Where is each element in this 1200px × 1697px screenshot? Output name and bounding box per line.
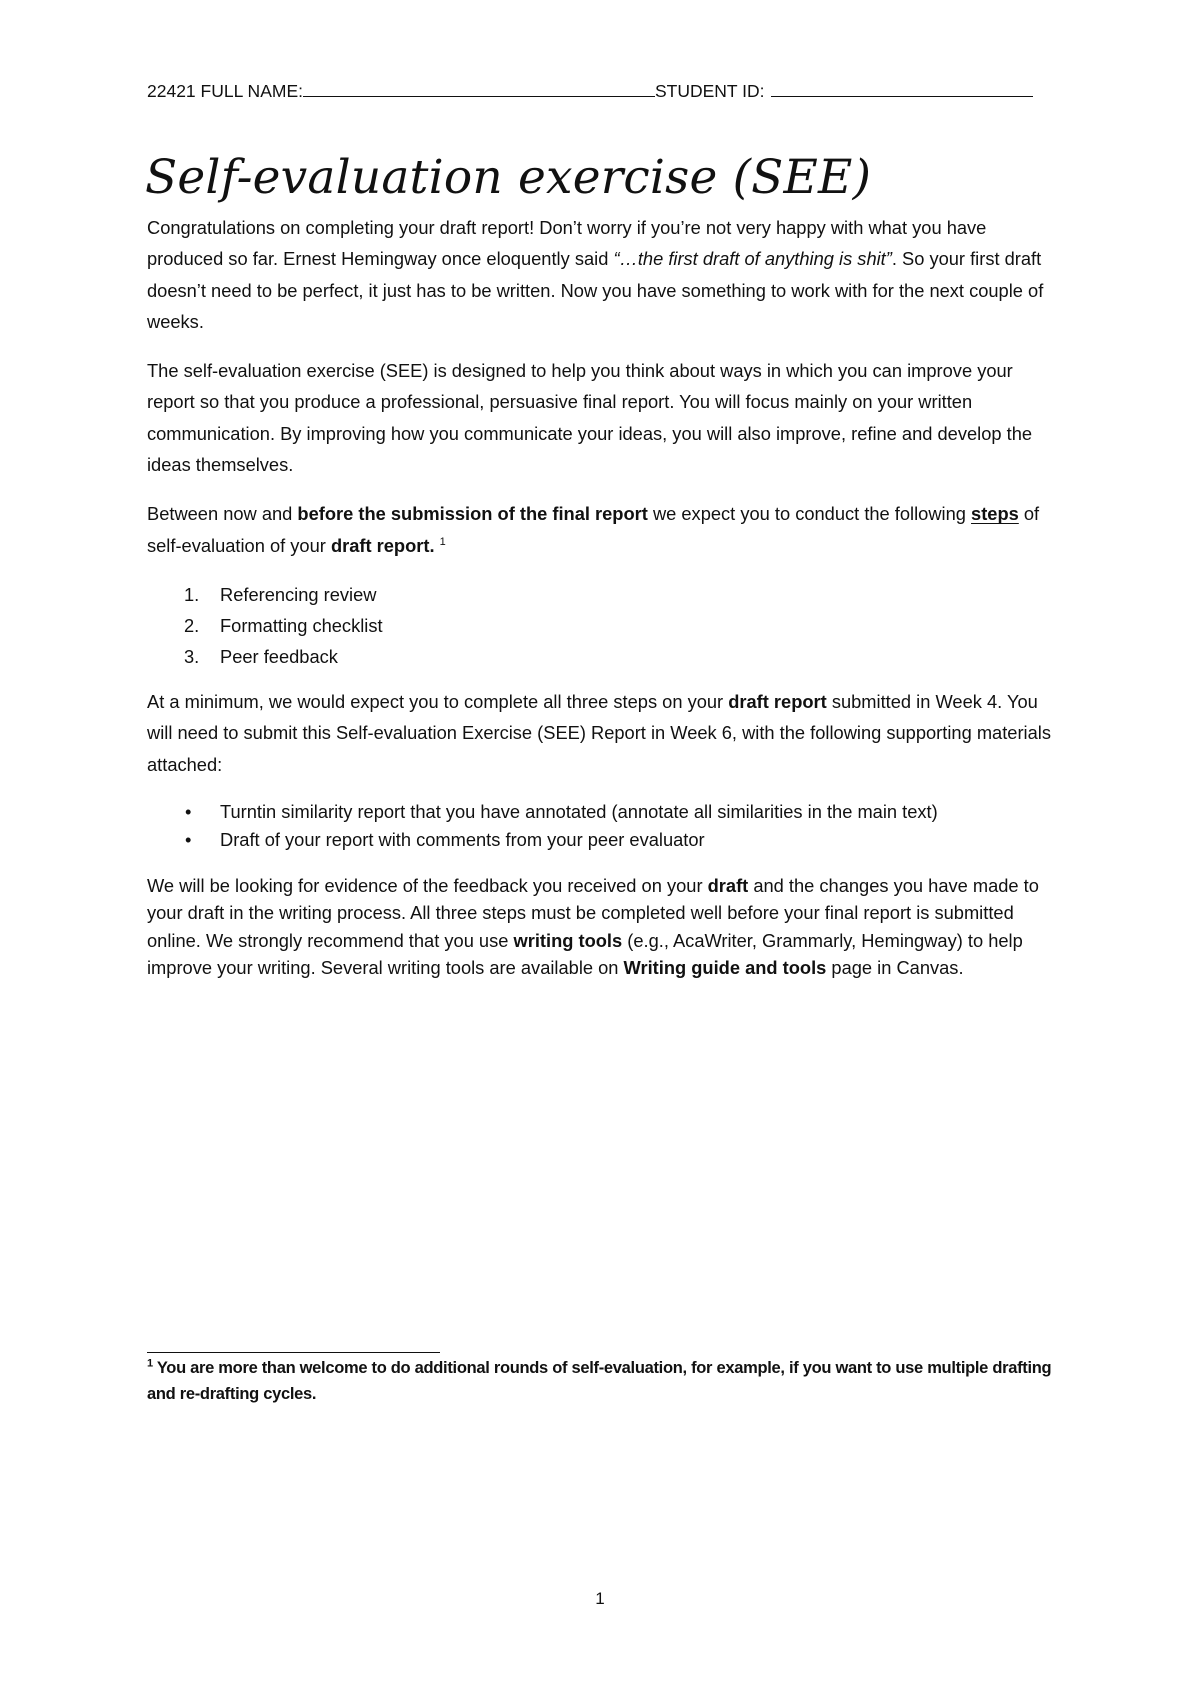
hemingway-quote: “…the first draft of anything is shit” <box>613 248 892 270</box>
full-name-label: FULL NAME: <box>200 81 303 101</box>
list-item: 3. Peer feedback <box>184 645 338 667</box>
course-code: 22421 <box>147 81 196 101</box>
steps-intro-paragraph: Between now and before the submission of the final report we expect you to conduct the following steps of self-evaluation of your draft report. $^1$ <box>147 503 1040 556</box>
materials-list <box>147 798 1063 854</box>
footnote-separator <box>147 1352 440 1353</box>
list-item: 2. Formatting checklist <box>184 614 383 636</box>
evidence-paragraph: We will be looking for evidence of the feedback you received on your draft and the changes you have made to your draft in the writing process. All three steps must be completed well before your final report is submitted online. We strongly recommend that you use writing tools (e.g., AcaWriter, Grammarly, Hemingway) to help improve your writing. Several writing tools are available on Writing guide and tools page in Canvas. <box>147 874 1039 979</box>
steps-list <box>147 579 1063 672</box>
page-number: 1 <box>595 1589 605 1608</box>
footnote-number: 1 <box>147 1357 153 1370</box>
footnote-reference: 1 <box>439 535 446 548</box>
page-header <box>147 78 1053 103</box>
list-item: • Draft of your report with comments from your peer evaluator <box>147 826 1063 854</box>
bullet-icon: • <box>185 828 192 850</box>
purpose-paragraph: The self-evaluation exercise (SEE) is designed to help you think about ways in which you can improve your report so that you produce a professional, persuasive final report. You will focus mainly on your written communication. By improving how you communicate your ideas, you will also improve, refine and develop the ideas themselves. <box>147 360 1033 476</box>
bullet-icon: • <box>185 800 192 822</box>
student-id-label: STUDENT ID: <box>654 81 765 101</box>
document-body <box>147 212 1063 1000</box>
full-name-blank <box>303 78 655 97</box>
footnote: $^1$ You are more than welcome to do additional rounds of self-evaluation, for example, if you want to use multiple drafting and re-drafting cycles. <box>147 1357 1052 1403</box>
list-item: • Turntin similarity report that you have annotated (annotate all similarities in the main text) <box>147 798 1063 826</box>
intro-paragraph: Congratulations on completing your draft report! Don’t worry if you’re not very happy with what you have produced so far. Ernest Hemingway once eloquently said “…the first draft of anything is shit”. So your first draft doesn’t need to be perfect, it just has to be written. Now you have something to work with for the next couple of weeks. <box>147 217 1044 332</box>
document-title: Self-evaluation exercise (SEE) <box>145 150 872 205</box>
list-item: 1. Referencing review <box>184 583 377 605</box>
student-id-blank <box>771 78 1033 97</box>
minimum-paragraph: At a minimum, we would expect you to complete all three steps on your draft report submitted in Week 4. You will need to submit this Self-evaluation Exercise (SEE) Report in Week 6, with the following supporting materials attached: <box>147 690 1051 775</box>
